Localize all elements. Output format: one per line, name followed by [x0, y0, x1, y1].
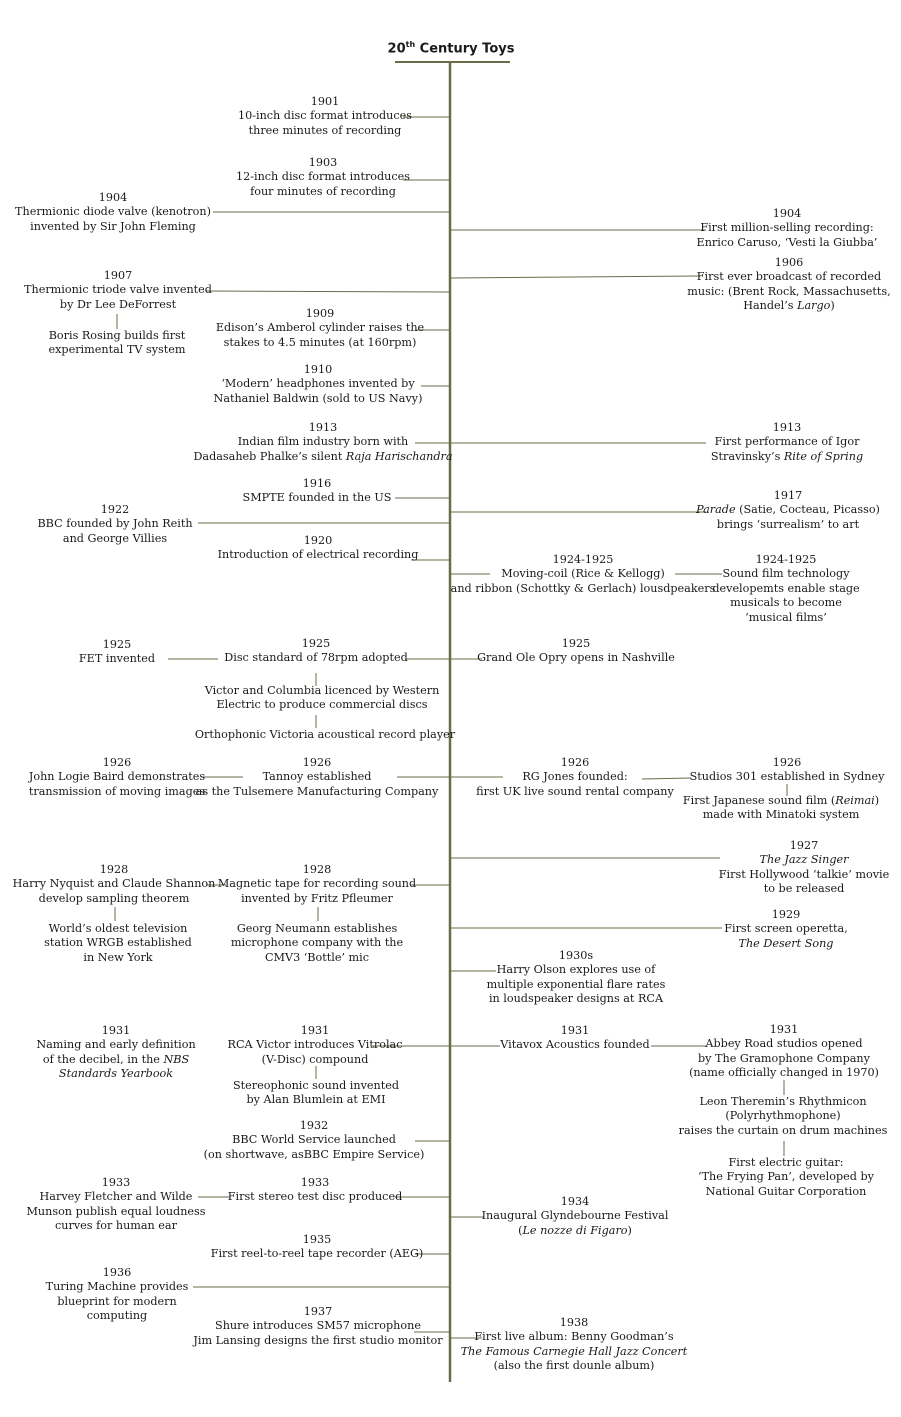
event-e1925b — [224, 637, 407, 666]
event-text-line: four minutes of recording — [250, 184, 396, 198]
event-e1913b — [711, 421, 863, 464]
event-text-line: microphone company with the — [230, 936, 404, 950]
event-year: 1927 — [789, 839, 819, 852]
event-text-line: three minutes of recording — [248, 123, 402, 137]
event-text-line: of the decibel, in the NBS — [42, 1052, 190, 1066]
event-e1909 — [216, 307, 424, 350]
event-e1924b — [712, 553, 859, 625]
event-text-line: computing — [86, 1309, 148, 1323]
event-text-line: Grand Ole Opry opens in Nashville — [477, 651, 675, 665]
event-e1927 — [719, 839, 889, 897]
event-text-line: (on shortwave, asBBC Empire Service) — [203, 1147, 425, 1161]
event-text-line: multiple exponential flare rates — [486, 977, 666, 991]
event-text-line: and ribbon (Schottky & Gerlach) lousdpeakers — [450, 581, 716, 595]
event-text-line: CMV3 ‘Bottle’ mic — [264, 950, 370, 964]
event-e1903 — [236, 156, 410, 199]
event-year: 1926 — [560, 756, 590, 769]
event-e1931b — [228, 1024, 403, 1067]
event-year: 1909 — [305, 307, 335, 320]
event-text-line: Indian film industry born with — [237, 435, 409, 449]
event-text-line: First ever broadcast of recorded — [696, 270, 882, 284]
event-text-line: First performance of Igor — [714, 435, 860, 449]
event-text-line: Introduction of electrical recording — [217, 548, 419, 562]
event-text-line: RCA Victor introduces Vitrolac — [227, 1038, 403, 1052]
event-year: 1938 — [559, 1316, 589, 1329]
event-text-line: Dadasaheb Phalke’s silent Raja Harischandra — [193, 449, 453, 463]
event-text-line: Harry Nyquist and Claude Shannon — [12, 877, 216, 891]
event-text-line: developemts enable stage — [712, 581, 860, 595]
event-text-line: First Hollywood ‘talkie’ movie — [718, 867, 890, 881]
event-e1929 — [724, 908, 848, 951]
event-e1928a — [13, 863, 216, 906]
event-year: 1913 — [772, 421, 802, 434]
event-year: 1931 — [560, 1024, 590, 1037]
event-text-line: (name officially changed in 1970) — [689, 1066, 879, 1080]
event-year: 1926 — [302, 756, 332, 769]
event-e1931a — [36, 1024, 195, 1082]
event-text-line: The Famous Carnegie Hall Jazz Concert — [460, 1344, 688, 1358]
event-text-line: Orthophonic Victoria acoustical record player — [194, 728, 456, 741]
event-year: 1925 — [102, 638, 132, 651]
event-text-line: first UK live sound rental company — [476, 784, 674, 798]
event-e1933a — [26, 1176, 205, 1234]
event-e1931d — [689, 1023, 879, 1081]
event-text-line: Parade (Satie, Cocteau, Picasso) — [696, 503, 880, 517]
event-year: 1926 — [102, 756, 132, 769]
event-e1926a — [29, 756, 205, 799]
event-text-line: First Japanese sound film (Reimai) — [682, 794, 880, 807]
event-text-line: First million-selling recording: — [700, 221, 874, 235]
event-year: 1904 — [772, 207, 802, 220]
event-text-line: First electric guitar: — [728, 1156, 844, 1169]
event-e1917 — [696, 489, 880, 532]
event-text-line: SMPTE founded in the US — [242, 491, 392, 505]
event-year: 1934 — [560, 1195, 590, 1208]
event-text-line: Naming and early definition — [36, 1038, 196, 1052]
event-text-line: 10-inch disc format introduces — [237, 109, 413, 123]
event-text-line: Thermionic diode valve (kenotron) — [15, 205, 211, 219]
event-text-line: Harvey Fletcher and Wilde — [39, 1190, 193, 1204]
event-year: 1929 — [771, 908, 801, 921]
event-year: 1924-1925 — [755, 553, 817, 566]
event-text-line: (also the first dounle album) — [493, 1359, 655, 1373]
event-year: 1920 — [303, 534, 333, 547]
event-text-line: musicals to become — [730, 596, 842, 610]
event-text-line: Studios 301 established in Sydney — [689, 770, 885, 784]
event-e1928c — [44, 922, 192, 965]
event-text-line: BBC World Service launched — [232, 1133, 396, 1147]
event-text-line: RG Jones founded: — [522, 770, 628, 784]
event-e1936 — [46, 1266, 189, 1324]
event-e1931f — [679, 1095, 888, 1138]
event-text-line: develop sampling theorem — [38, 891, 190, 905]
event-year: 1926 — [772, 756, 802, 769]
event-text-line: by The Gramophone Company — [698, 1051, 870, 1065]
event-text-line: National Guitar Corporation — [705, 1184, 867, 1198]
event-year: 1916 — [302, 477, 332, 490]
event-year: 1930s — [558, 949, 594, 962]
event-text-line: experimental TV system — [48, 343, 186, 357]
event-text-line: to be released — [763, 882, 845, 896]
event-text-line: in loudspeaker designs at RCA — [488, 992, 664, 1006]
event-text-line: stakes to 4.5 minutes (at 160rpm) — [223, 335, 417, 349]
event-text-line: First screen operetta, — [724, 922, 848, 936]
event-e1932 — [204, 1119, 425, 1162]
event-text-line: (Polyrhythmophone) — [725, 1109, 841, 1123]
event-text-line: (Le nozze di Figaro) — [518, 1223, 632, 1237]
event-year: 1931 — [769, 1023, 799, 1036]
event-text-line: Thermionic triode valve invented — [24, 283, 212, 297]
event-text-line: Harry Olson explores use of — [496, 963, 656, 977]
event-year: 1936 — [102, 1266, 132, 1279]
page-title: 20th Century Toys — [387, 40, 515, 57]
event-text-line: Electric to produce commercial discs — [216, 698, 428, 712]
event-e1913a — [193, 421, 452, 464]
event-year: 1917 — [773, 489, 803, 502]
event-text-line: Magnetic tape for recording sound — [217, 877, 417, 891]
connector-line — [450, 276, 700, 278]
event-text-line: Edison’s Amberol cylinder raises the — [215, 321, 425, 335]
event-year: 1913 — [308, 421, 338, 434]
event-e1904a — [15, 191, 211, 234]
event-text-line: brings ‘surrealism’ to art — [716, 517, 860, 531]
event-text-line: in New York — [83, 950, 153, 964]
event-year: 1922 — [100, 503, 130, 516]
event-text-line: raises the curtain on drum machines — [678, 1123, 888, 1137]
event-year: 1924-1925 — [552, 553, 614, 566]
event-e1931c — [500, 1024, 649, 1053]
event-e1925d — [205, 684, 440, 713]
event-text-line: Inaugural Glyndebourne Festival — [481, 1209, 669, 1223]
event-e1922 — [37, 503, 192, 546]
event-text-line: invented by Fritz Pfleumer — [241, 891, 393, 905]
event-text-line: Georg Neumann establishes — [236, 922, 398, 935]
event-e1920 — [218, 534, 419, 563]
event-text-line: World’s oldest television — [48, 922, 188, 935]
event-text-line: Boris Rosing builds first — [48, 329, 186, 342]
event-e1926d — [690, 756, 885, 785]
event-e1910 — [214, 363, 423, 406]
event-year: 1928 — [302, 863, 332, 876]
event-text-line: 12-inch disc format introduces — [235, 170, 411, 184]
event-text-line: and George Villies — [62, 531, 168, 545]
event-year: 1925 — [301, 637, 331, 650]
event-e1926b — [196, 756, 439, 799]
event-text-line: Enrico Caruso, ‘Vesti la Giubba’ — [696, 235, 878, 249]
event-year: 1903 — [308, 156, 338, 169]
event-text-line: blueprint for modern — [57, 1294, 177, 1308]
event-text-line: by Alan Blumlein at EMI — [246, 1093, 386, 1107]
event-text-line: Shure introduces SM57 microphone — [215, 1319, 421, 1333]
event-year: 1910 — [303, 363, 333, 376]
event-year: 1906 — [774, 256, 804, 269]
event-text-line: (V-Disc) compound — [261, 1052, 369, 1066]
event-text-line: Stereophonic sound invented — [232, 1079, 400, 1092]
event-e1930s — [487, 949, 666, 1007]
event-e1925e — [195, 728, 455, 742]
event-text-line: Stravinsky’s Rite of Spring — [710, 449, 864, 463]
event-text-line: by Dr Lee DeForrest — [59, 297, 177, 311]
event-text-line: Victor and Columbia licenced by Western — [204, 684, 440, 697]
event-year: 1933 — [300, 1176, 330, 1189]
event-e1931e — [233, 1079, 399, 1108]
event-e1937 — [193, 1305, 442, 1348]
event-e1907b — [49, 329, 186, 358]
event-e1938 — [461, 1316, 688, 1374]
event-text-line: as the Tulsemere Manufacturing Company — [195, 784, 439, 798]
event-text-line: made with Minatoki system — [702, 808, 860, 822]
event-text-line: ‘musical films’ — [745, 610, 827, 624]
event-text-line: ‘Modern’ headphones invented by — [221, 377, 415, 391]
event-year: 1925 — [561, 637, 591, 650]
event-text-line: John Logie Baird demonstrates — [28, 770, 206, 784]
event-text-line: station WRGB established — [44, 936, 192, 950]
event-text-line: invented by Sir John Fleming — [30, 219, 196, 233]
event-text-line: Jim Lansing designs the first studio monitor — [193, 1333, 443, 1347]
event-year: 1935 — [302, 1233, 332, 1246]
event-text-line: ‘The Frying Pan’, developed by — [698, 1170, 874, 1184]
event-text-line: Turing Machine provides — [45, 1280, 189, 1294]
event-text-line: The Desert Song — [738, 936, 834, 950]
event-e1924a — [451, 553, 716, 596]
event-text-line: Munson publish equal loudness — [26, 1204, 206, 1218]
event-text-line: Standards Yearbook — [58, 1067, 174, 1081]
event-e1925c — [477, 637, 675, 666]
event-e1916 — [243, 477, 392, 506]
event-text-line: Nathaniel Baldwin (sold to US Navy) — [213, 391, 423, 405]
event-year: 1907 — [103, 269, 133, 282]
event-text-line: FET invented — [78, 652, 156, 666]
event-e1904b — [697, 207, 878, 250]
event-e1928d — [231, 922, 403, 965]
event-e1931g — [698, 1156, 874, 1199]
event-year: 1901 — [310, 95, 340, 108]
event-year: 1937 — [303, 1305, 333, 1318]
event-e1901 — [238, 95, 412, 138]
event-text-line: Tannoy established — [262, 770, 372, 784]
event-year: 1931 — [300, 1024, 330, 1037]
event-text-line: curves for human ear — [55, 1219, 177, 1233]
connector-line — [206, 291, 450, 292]
event-text-line: Sound film technology — [722, 567, 850, 581]
event-e1906 — [687, 256, 890, 314]
event-e1925a — [79, 638, 155, 667]
event-text-line: First live album: Benny Goodman’s — [474, 1330, 674, 1344]
event-e1934 — [482, 1195, 669, 1238]
event-text-line: First reel-to-reel tape recorder (AEG) — [210, 1247, 424, 1261]
event-text-line: Moving-coil (Rice & Kellogg) — [501, 567, 665, 581]
event-e1926e — [683, 794, 879, 823]
event-e1907 — [24, 269, 212, 312]
event-text-line: music: (Brent Rock, Massachusetts, — [687, 284, 891, 298]
event-text-line: BBC founded by John Reith — [37, 517, 193, 531]
event-e1928b — [218, 863, 416, 906]
event-year: 1928 — [99, 863, 129, 876]
event-e1935 — [211, 1233, 424, 1262]
event-text-line: Abbey Road studios opened — [705, 1037, 863, 1051]
event-e1926c — [476, 756, 674, 799]
event-text-line: transmission of moving images — [28, 784, 206, 798]
event-text-line: Handel’s Largo) — [743, 299, 835, 313]
event-year: 1931 — [101, 1024, 131, 1037]
event-text-line: Vitavox Acoustics founded — [500, 1038, 650, 1052]
event-text-line: Leon Theremin’s Rhythmicon — [699, 1095, 867, 1108]
event-year: 1933 — [101, 1176, 131, 1189]
event-e1933b — [228, 1176, 402, 1205]
event-year: 1904 — [98, 191, 128, 204]
event-text-line: Disc standard of 78rpm adopted — [224, 651, 408, 665]
event-text-line: First stereo test disc produced — [227, 1190, 403, 1204]
event-text-line: The Jazz Singer — [759, 853, 849, 867]
event-year: 1932 — [299, 1119, 329, 1132]
